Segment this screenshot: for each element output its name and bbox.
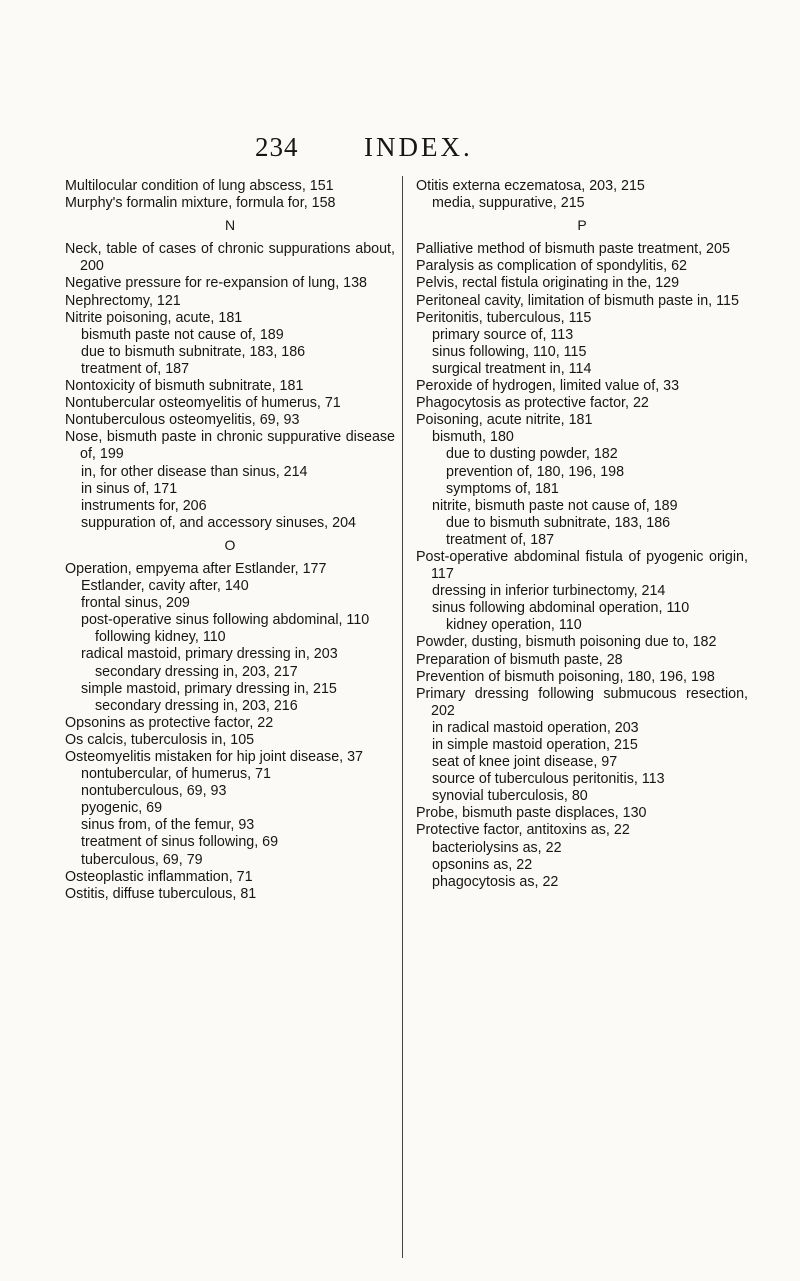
- index-entry: Nephrectomy, 121: [65, 292, 181, 309]
- index-entry: Nose, bismuth paste in chronic suppurative disease of, 199: [65, 429, 395, 463]
- index-entry: Os calcis, tuberculosis in, 105: [65, 731, 255, 748]
- index-subentry: phagocytosis as, 22: [432, 873, 559, 890]
- index-subentry: secondary dressing in, 203, 217: [95, 663, 298, 680]
- index-entry: Neck, table of cases of chronic suppurations about, 200: [65, 241, 395, 275]
- index-subentry: in simple mastoid operation, 215: [432, 737, 638, 753]
- index-subentry: source of tuberculous peritonitis, 113: [432, 771, 665, 788]
- index-entry: Peritoneal cavity, limitation of bismuth paste in, 115: [416, 292, 739, 309]
- index-entry: Osteoplastic inflammation, 71: [65, 868, 253, 885]
- index-entry: Phagocytosis as protective factor, 22: [416, 395, 649, 412]
- index-subentry: in radical mastoid operation, 203: [432, 719, 639, 736]
- index-subentry: due to bismuth subnitrate, 183, 186: [81, 343, 306, 360]
- index-subentry: treatment of sinus following, 69: [81, 834, 279, 851]
- index-subentry: synovial tuberculosis, 80: [432, 788, 588, 805]
- index-subentry: nontuberculous, 69, 93: [81, 783, 227, 800]
- index-subentry: simple mastoid, primary dressing in, 215: [81, 680, 337, 697]
- index-subentry: suppuration of, and accessory sinuses, 204: [81, 514, 356, 531]
- index-subentry: opsonins as, 22: [432, 856, 533, 873]
- index-subentry: in sinus of, 171: [81, 480, 178, 497]
- index-entry: Preparation of bismuth paste, 28: [416, 651, 623, 668]
- index-subentry: in, for other disease than sinus, 214: [81, 463, 308, 480]
- index-entry: Opsonins as protective factor, 22: [65, 714, 274, 731]
- index-entry: Poisoning, acute nitrite, 181: [416, 412, 593, 429]
- index-subentry: bismuth paste not cause of, 189: [81, 326, 284, 343]
- index-entry: Ostitis, diffuse tuberculous, 81: [65, 885, 257, 902]
- index-subentry: Estlander, cavity after, 140: [81, 578, 249, 595]
- page-number: 234: [255, 132, 299, 162]
- index-entry: Operation, empyema after Estlander, 177: [65, 560, 327, 577]
- section-letter: O: [224, 536, 236, 553]
- index-subentry: primary source of, 113: [432, 326, 574, 343]
- index-entry: Powder, dusting, bismuth poisoning due to, 182: [416, 634, 717, 651]
- index-entry: Multilocular condition of lung abscess, 151: [65, 178, 334, 194]
- index-subentry: bacteriolysins as, 22: [432, 839, 562, 856]
- index-subentry: bismuth, 180: [432, 429, 514, 446]
- index-entry: Primary dressing following submucous resection, 202: [416, 685, 748, 719]
- index-entry: Nontuberculous osteomyelitis, 69, 93: [65, 412, 300, 429]
- index-subentry: sinus following abdominal operation, 110: [432, 600, 690, 617]
- section-letter: P: [577, 217, 587, 234]
- index-entry: Peroxide of hydrogen, limited value of, 33: [416, 378, 680, 395]
- index-subentry: pyogenic, 69: [81, 800, 163, 817]
- section-letter: N: [224, 217, 236, 234]
- index-subentry: secondary dressing in, 203, 216: [95, 697, 298, 714]
- index-entry: Protective factor, antitoxins as, 22: [416, 822, 630, 839]
- index-entry: Pelvis, rectal fistula originating in the, 129: [416, 275, 680, 292]
- index-column-left: [65, 178, 395, 903]
- index-entry: Prevention of bismuth poisoning, 180, 196, 198: [416, 668, 715, 685]
- index-entry: Probe, bismuth paste displaces, 130: [416, 805, 647, 822]
- index-entry: Nontoxicity of bismuth subnitrate, 181: [65, 378, 304, 395]
- index-column-right: [416, 178, 748, 891]
- index-subentry: tuberculous, 69, 79: [81, 851, 203, 868]
- index-subentry: surgical treatment in, 114: [432, 360, 592, 377]
- page-title: INDEX.: [364, 132, 473, 162]
- index-subentry: seat of knee joint disease, 97: [432, 754, 618, 771]
- index-entry: Negative pressure for re-expansion of lung, 138: [65, 275, 368, 292]
- index-subentry: following kidney, 110: [95, 629, 226, 646]
- index-entry: Peritonitis, tuberculous, 115: [416, 309, 592, 326]
- index-subentry: instruments for, 206: [81, 497, 207, 514]
- index-subentry: dressing in inferior turbinectomy, 214: [432, 583, 666, 600]
- index-subentry: media, suppurative, 215: [432, 195, 585, 212]
- index-entry: Paralysis as complication of spondylitis, 62: [416, 258, 687, 275]
- index-entry: Post-operative abdominal fistula of pyogenic origin, 117: [416, 548, 748, 583]
- index-subentry: radical mastoid, primary dressing in, 203: [81, 646, 338, 663]
- index-subentry: prevention of, 180, 196, 198: [446, 463, 625, 480]
- index-subentry: kidney operation, 110: [446, 617, 582, 634]
- index-entry: Osteomyelitis mistaken for hip joint disease, 37: [65, 749, 363, 765]
- index-subentry: nontubercular, of humerus, 71: [81, 766, 271, 783]
- index-subentry: post-operative sinus following abdominal, 110: [81, 612, 370, 629]
- index-entry: Otitis externa eczematosa, 203, 215: [416, 178, 645, 194]
- page-header: [0, 132, 800, 172]
- index-subentry: due to bismuth subnitrate, 183, 186: [446, 514, 671, 531]
- index-subentry: nitrite, bismuth paste not cause of, 189: [432, 497, 678, 514]
- index-subentry: treatment of, 187: [81, 360, 190, 377]
- index-entry: Nontubercular osteomyelitis of humerus, 71: [65, 395, 341, 412]
- index-subentry: sinus following, 110, 115: [432, 343, 587, 360]
- index-subentry: treatment of, 187: [446, 531, 555, 548]
- index-subentry: due to dusting powder, 182: [446, 446, 618, 463]
- index-subentry: sinus from, of the femur, 93: [81, 817, 255, 834]
- column-divider: [402, 176, 403, 1258]
- index-entry: Murphy's formalin mixture, formula for, 158: [65, 195, 336, 212]
- index-entry: Nitrite poisoning, acute, 181: [65, 309, 243, 326]
- index-subentry: frontal sinus, 209: [81, 595, 190, 612]
- index-entry: Palliative method of bismuth paste treatment, 205: [416, 241, 730, 258]
- index-subentry: symptoms of, 181: [446, 480, 559, 497]
